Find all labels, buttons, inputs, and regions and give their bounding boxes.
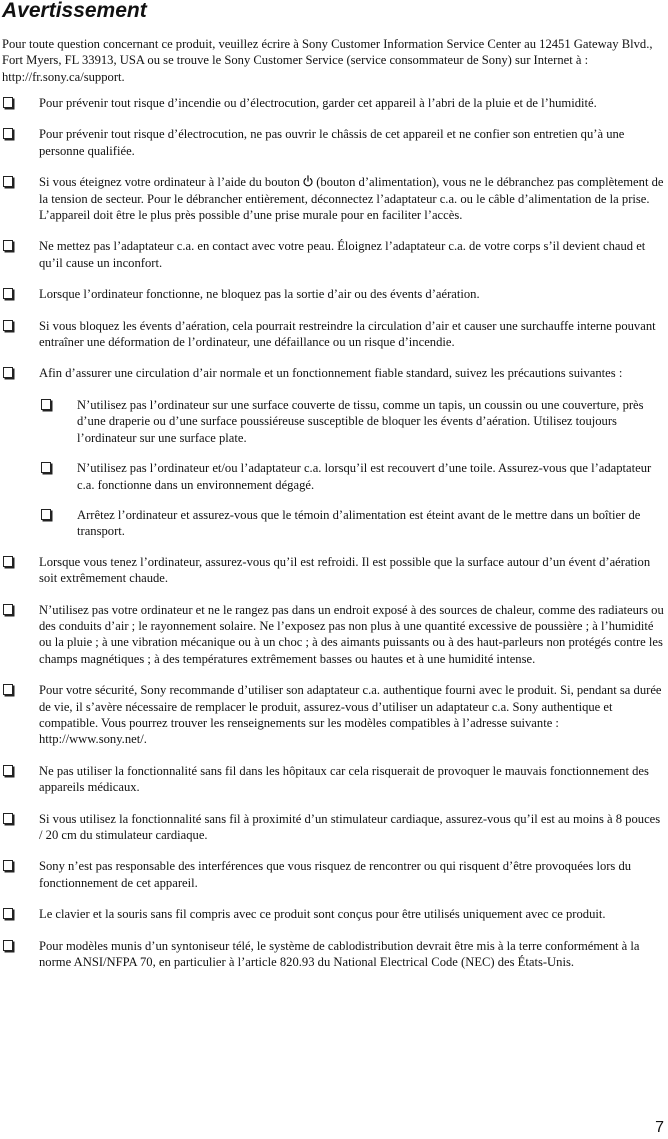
list-item (0, 318, 668, 351)
checkbox-bullet-icon (3, 320, 13, 331)
checkbox-bullet-icon (41, 462, 51, 473)
list-item (0, 365, 668, 381)
list-item (0, 174, 668, 223)
checkbox-bullet-icon (3, 684, 13, 695)
list-item-text: Afin d’assurer une circulation d’air normale et un fonctionnement fiable standard, suivez les précautions suivantes : (39, 366, 623, 381)
checkbox-bullet-icon (41, 399, 51, 410)
checkbox-bullet-icon (3, 908, 13, 919)
list-item-text: Lorsque vous tenez l’ordinateur, assurez-vous qu’il est refroidi. Il est possible que la surface autour d’un évent d’aération soit extrêmement chaude. (39, 554, 651, 586)
list-item-text: Pour prévenir tout risque d’électrocution, ne pas ouvrir le châssis de cet appareil et ne confier son entretien qu’à une personne qualifiée. (39, 127, 625, 158)
list-item (0, 95, 668, 111)
checkbox-bullet-icon (3, 240, 13, 251)
checkbox-bullet-icon (3, 940, 13, 951)
list-item (0, 938, 668, 971)
checkbox-bullet-icon (3, 765, 13, 776)
checkbox-bullet-icon (3, 556, 13, 567)
list-item-text: (bouton d’alimentation), vous ne le débranchez pas complètement de la tension de secteur. Pour le débrancher entièrement, déconnectez l’adaptateur c.a. ou le câble d’alimentation de la prise. L’appareil doit être le plus près possible d’une prise murale pour en faciliter l’accès. (39, 175, 664, 223)
list-item (0, 238, 668, 271)
checkbox-bullet-icon (3, 97, 13, 108)
list-item (0, 126, 668, 159)
sub-list-item-text: Arrêtez l’ordinateur et assurez-vous que le témoin d’alimentation est éteint avant de le mettre dans un boîtier de transport. (77, 507, 641, 539)
list-item-text: Ne mettez pas l’adaptateur c.a. en contact avec votre peau. Éloignez l’adaptateur c.a. de votre corps s’il devient chaud et qu’il cause un inconfort. (39, 239, 646, 270)
list-item-text: N’utilisez pas votre ordinateur et ne le rangez pas dans un endroit exposé à des sources de chaleur, comme des radiateurs ou des conduits d’air ; le rayonnement solaire. Ne l’exposez pas non plus à une quantité excessive de poussière ; à l’humidité ou la pluie ; à une vibration mécanique ou à un choc ; à des aimants puissants ou à des haut-parleurs non protégés contre les champs magnétiques ; à des températures extrêmement basses ou hautes et à une humidité intense. (39, 602, 664, 666)
list-item (0, 763, 668, 796)
warning-list (0, 95, 668, 985)
checkbox-bullet-icon (41, 509, 51, 520)
list-item (0, 554, 668, 587)
list-item-text: Pour modèles munis d’un syntoniseur télé, le système de cablodistribution devrait être mis à la terre conformément à la norme ANSI/NFPA 70, en particulier à l’article 820.93 du National Electrical Code (NEC) des États-Unis. (39, 938, 640, 970)
list-item-text: Si vous utilisez la fonctionnalité sans fil à proximité d’un stimulateur cardiaque, assurez-vous qu’il est au moins à 8 pouces / 20 cm du stimulateur cardiaque. (39, 811, 661, 842)
sub-list-item-text: N’utilisez pas l’ordinateur et/ou l’adaptateur c.a. lorsqu’il est recouvert d’une toile. Assurez-vous que l’adaptateur c.a. fonctionne dans un environnement dégagé. (77, 461, 652, 492)
list-item-text: Ne pas utiliser la fonctionnalité sans fil dans les hôpitaux car cela risquerait de provoquer le mauvais fonctionnement des appareils médicaux. (39, 763, 649, 795)
page-title: Avertissement (2, 0, 147, 22)
list-item (0, 602, 668, 668)
list-item-text: Sony n’est pas responsable des interférences que vous risquez de rencontrer ou qui risquent d’être provoquées lors du fonctionnement de cet appareil. (39, 859, 632, 890)
sub-list-item (0, 397, 668, 446)
list-item (0, 858, 668, 891)
checkbox-bullet-icon (3, 860, 13, 871)
list-item-text: Pour prévenir tout risque d’incendie ou d’électrocution, garder cet appareil à l’abri de la pluie et de l’humidité. (39, 96, 597, 110)
checkbox-bullet-icon (3, 813, 13, 824)
checkbox-bullet-icon (3, 176, 13, 187)
list-item (0, 286, 668, 302)
list-item (0, 682, 668, 748)
list-item-text: Si vous bloquez les évents d’aération, cela pourrait restreindre la circulation d’air et causer une surchauffe interne pouvant entraîner une déformation de l’ordinateur, une défaillance ou un risque d’incendie. (39, 318, 656, 350)
list-item (0, 906, 668, 922)
list-item-text: Lorsque l’ordinateur fonctionne, ne bloquez pas la sortie d’air ou des évents d’aération. (39, 287, 480, 302)
list-item (0, 811, 668, 844)
sub-list-item-text: N’utilisez pas l’ordinateur sur une surface couverte de tissu, comme un tapis, un coussin ou une couverture, près d’une draperie ou d’une surface poussiéreuse susceptible de bloquer les évents d’aération. Utilisez toujours l’ordinateur sur une surface plate. (77, 397, 644, 445)
page-number: 7 (655, 1119, 664, 1136)
checkbox-bullet-icon (3, 288, 13, 299)
checkbox-bullet-icon (3, 128, 13, 139)
power-icon (303, 175, 313, 187)
list-item-text: Si vous éteignez votre ordinateur à l’aide du bouton (39, 175, 300, 190)
checkbox-bullet-icon (3, 367, 13, 378)
list-item-text: Pour votre sécurité, Sony recommande d’utiliser son adaptateur c.a. authentique fourni avec le produit. Si, pendant sa durée de vie, il s’avère nécessaire de remplacer le produit, assurez-vous d’utiliser un adaptateur c.a. Sony authentique et compatible. Vous pourrez trouver les renseignements sur les modèles compatibles à l’adresse suivante : http://www.sony.net/. (39, 683, 662, 747)
intro-paragraph: Pour toute question concernant ce produit, veuillez écrire à Sony Customer Information Service Center au 12451 Gateway Blvd., Fort Myers, FL 33913, USA ou se trouve le Sony Customer Service (service consommateur de Sony) sur Internet à : http://fr.sony.ca/support. (2, 37, 653, 84)
checkbox-bullet-icon (3, 604, 13, 615)
list-item-text: Le clavier et la souris sans fil compris avec ce produit sont conçus pour être utilisés uniquement avec ce produit. (39, 907, 606, 922)
sub-list-item (0, 507, 668, 540)
sub-list-item (0, 460, 668, 493)
